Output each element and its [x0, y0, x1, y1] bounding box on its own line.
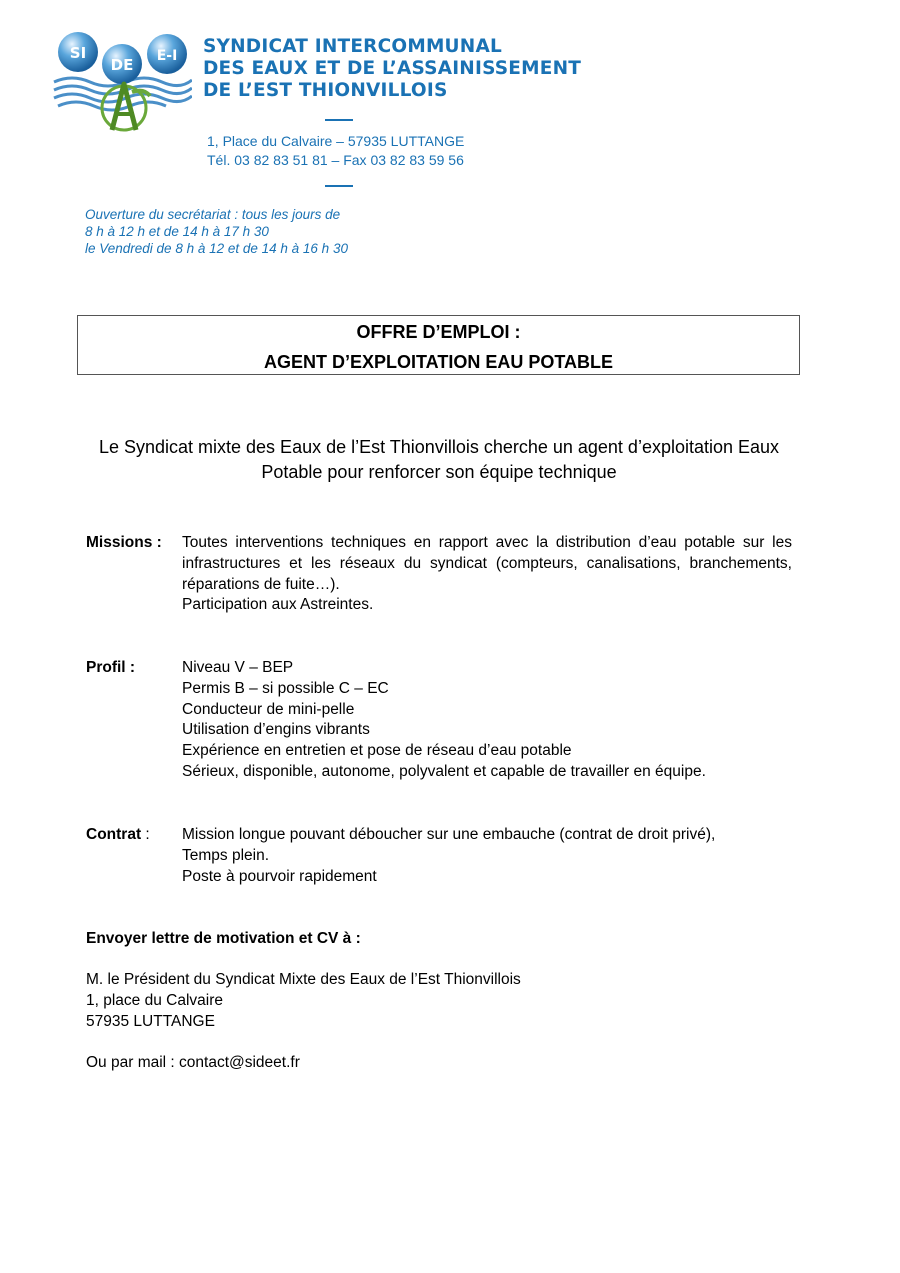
- profile-item: Utilisation d’engins vibrants: [182, 721, 370, 739]
- org-name-line: SYNDICAT INTERCOMMUNAL: [203, 36, 502, 57]
- hours-line: Ouverture du secrétariat : tous les jours de: [85, 207, 341, 222]
- intro-line: Potable pour renforcer son équipe technique: [261, 462, 617, 482]
- missions-label: Missions :: [86, 534, 162, 551]
- profile-item: Niveau V – BEP: [182, 659, 294, 676]
- org-name-line: DES EAUX ET DE L’ASSAINISSEMENT: [203, 58, 582, 79]
- application-heading: Envoyer lettre de motivation et CV à :: [86, 930, 361, 947]
- svg-text:SI: SI: [69, 44, 87, 62]
- missions-text-2: Participation aux Astreintes.: [182, 596, 374, 614]
- profile-item: Expérience en entretien et pose de réseau d’eau potable: [182, 742, 572, 760]
- offer-job-title: AGENT D’EXPLOITATION EAU POTABLE: [263, 352, 613, 372]
- missions-section: [86, 533, 792, 623]
- profile-item: Permis B – si possible C – EC: [182, 679, 389, 697]
- phone-fax: Tél. 03 82 83 51 81 – Fax 03 82 83 59 56: [207, 151, 464, 168]
- recipient-name: M. le Président du Syndicat Mixte des Eaux de l’Est Thionvillois: [86, 971, 521, 988]
- recipient-city: 57935 LUTTANGE: [86, 1013, 215, 1030]
- office-hours: [85, 206, 348, 257]
- svg-text:E-I: E-I: [156, 48, 178, 64]
- profile-section: [86, 658, 792, 788]
- header-divider: [325, 119, 353, 121]
- contract-section: [86, 825, 792, 891]
- job-offer-title-box: [77, 315, 800, 375]
- logo-graphic: [52, 30, 192, 134]
- org-name-line: DE L’EST THIONVILLOIS: [203, 80, 448, 101]
- contract-item: Temps plein.: [182, 846, 270, 864]
- contract-item: Mission longue pouvant déboucher sur une embauche (contrat de droit privé),: [182, 826, 716, 843]
- postal-address: 1, Place du Calvaire – 57935 LUTTANGE: [207, 133, 465, 149]
- profile-label: Profil :: [86, 659, 136, 676]
- syndicate-logo: [52, 30, 192, 134]
- intro-line: Le Syndicat mixte des Eaux de l’Est Thionvillois cherche un agent d’exploitation Eaux: [98, 437, 780, 457]
- offer-heading: OFFRE D’EMPLOI :: [356, 322, 521, 342]
- profile-item: Conducteur de mini-pelle: [182, 700, 355, 718]
- hours-line: 8 h à 12 h et de 14 h à 17 h 30: [85, 224, 269, 239]
- organization-name: [203, 36, 581, 102]
- contract-label: Contrat: [86, 826, 142, 843]
- recipient-street: 1, place du Calvaire: [86, 992, 223, 1009]
- missions-text: Toutes interventions techniques en rapport avec la distribution d’eau potable sur les infrastructures et les réseaux du syndicat (compteurs, canalisations, branchements, réparations de fuite…).: [182, 534, 792, 593]
- intro-paragraph: [78, 435, 800, 485]
- profile-item: Sérieux, disponible, autonome, polyvalent et capable de travailler en équipe.: [182, 762, 706, 780]
- svg-text:DE: DE: [110, 56, 134, 74]
- hours-line: le Vendredi de 8 h à 12 et de 14 h à 16 h 30: [85, 241, 348, 256]
- contract-item: Poste à pourvoir rapidement: [182, 867, 377, 885]
- contract-label-suffix: :: [141, 826, 150, 843]
- contact-email: Ou par mail : contact@sideet.fr: [86, 1054, 300, 1071]
- header-divider: [325, 185, 353, 187]
- contact-block: [207, 132, 464, 169]
